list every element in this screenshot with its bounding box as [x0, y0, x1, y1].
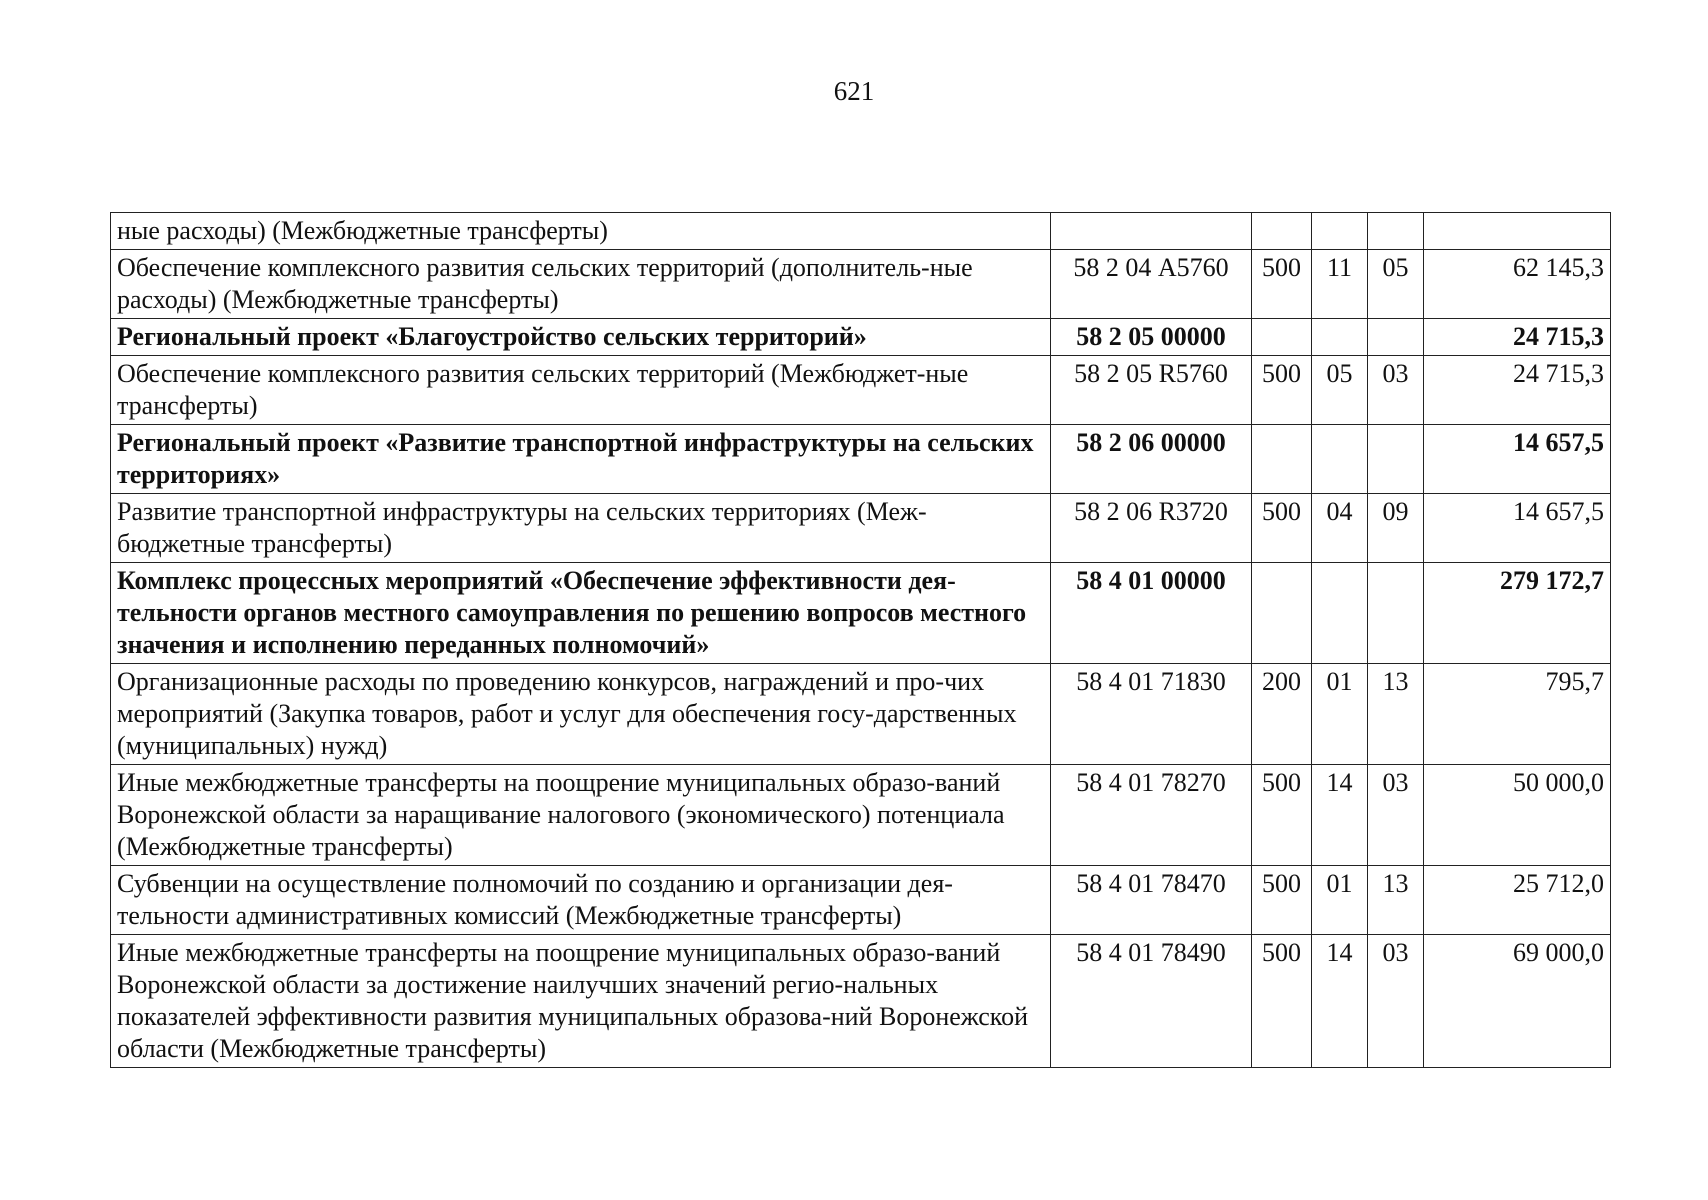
row-description: Комплекс процессных мероприятий «Обеспечение эффективности дея-тельности органов местного самоуправления по решению вопросов местного значения и исполнению переданных полномочий»	[111, 563, 1051, 664]
row-expense-type	[1252, 319, 1312, 356]
table-row	[111, 765, 1611, 866]
row-section: 11	[1312, 250, 1368, 319]
row-amount: 25 712,0	[1424, 866, 1611, 935]
row-expense-type	[1252, 425, 1312, 494]
row-amount: 24 715,3	[1424, 356, 1611, 425]
row-description: Региональный проект «Благоустройство сельских территорий»	[111, 319, 1051, 356]
row-amount: 24 715,3	[1424, 319, 1611, 356]
row-subsection: 03	[1368, 356, 1424, 425]
row-expense-type: 500	[1252, 765, 1312, 866]
row-section	[1312, 563, 1368, 664]
row-target-code: 58 2 04 А5760	[1051, 250, 1252, 319]
row-subsection: 13	[1368, 866, 1424, 935]
row-section: 01	[1312, 664, 1368, 765]
row-expense-type: 500	[1252, 250, 1312, 319]
table-row	[111, 425, 1611, 494]
row-subsection	[1368, 563, 1424, 664]
table-row	[111, 494, 1611, 563]
table-row	[111, 319, 1611, 356]
row-description: Региональный проект «Развитие транспортной инфраструктуры на сельских территориях»	[111, 425, 1051, 494]
row-section: 14	[1312, 935, 1368, 1068]
row-expense-type: 500	[1252, 935, 1312, 1068]
row-target-code: 58 2 06 00000	[1051, 425, 1252, 494]
row-amount: 50 000,0	[1424, 765, 1611, 866]
table-row	[111, 213, 1611, 250]
row-amount: 69 000,0	[1424, 935, 1611, 1068]
row-description: ные расходы) (Межбюджетные трансферты)	[111, 213, 1051, 250]
row-description: Развитие транспортной инфраструктуры на сельских территориях (Меж-бюджетные трансферты)	[111, 494, 1051, 563]
row-description: Обеспечение комплексного развития сельских территорий (дополнитель-ные расходы) (Межбюджетные трансферты)	[111, 250, 1051, 319]
row-subsection	[1368, 319, 1424, 356]
budget-table-wrapper	[110, 212, 1610, 1068]
row-subsection: 03	[1368, 935, 1424, 1068]
page-number: 621	[833, 76, 875, 106]
table-row	[111, 356, 1611, 425]
row-target-code: 58 4 01 78270	[1051, 765, 1252, 866]
row-target-code: 58 2 06 R3720	[1051, 494, 1252, 563]
row-description: Иные межбюджетные трансферты на поощрение муниципальных образо-ваний Воронежской области за достижение наилучших значений регио-нальных показателей эффективности развития муниципальных образова-ний Воронежской области (Межбюджетные трансферты)	[111, 935, 1051, 1068]
row-subsection	[1368, 213, 1424, 250]
row-expense-type	[1252, 213, 1312, 250]
row-section: 14	[1312, 765, 1368, 866]
table-row	[111, 250, 1611, 319]
row-section	[1312, 319, 1368, 356]
row-amount: 14 657,5	[1424, 494, 1611, 563]
row-section: 05	[1312, 356, 1368, 425]
row-target-code	[1051, 213, 1252, 250]
row-expense-type: 200	[1252, 664, 1312, 765]
budget-table	[110, 212, 1611, 1068]
row-subsection: 05	[1368, 250, 1424, 319]
table-row	[111, 563, 1611, 664]
row-description: Иные межбюджетные трансферты на поощрение муниципальных образо-ваний Воронежской области за наращивание налогового (экономического) потенциала (Межбюджетные трансферты)	[111, 765, 1051, 866]
row-target-code: 58 4 01 78470	[1051, 866, 1252, 935]
row-section: 04	[1312, 494, 1368, 563]
row-amount: 62 145,3	[1424, 250, 1611, 319]
table-row	[111, 664, 1611, 765]
row-subsection: 09	[1368, 494, 1424, 563]
row-description: Обеспечение комплексного развития сельских территорий (Межбюджет-ные трансферты)	[111, 356, 1051, 425]
row-section: 01	[1312, 866, 1368, 935]
row-description: Организационные расходы по проведению конкурсов, награждений и про-чих мероприятий (Закупка товаров, работ и услуг для обеспечения госу-дарственных (муниципальных) нужд)	[111, 664, 1051, 765]
row-target-code: 58 4 01 00000	[1051, 563, 1252, 664]
table-row	[111, 866, 1611, 935]
table-row	[111, 935, 1611, 1068]
row-amount: 14 657,5	[1424, 425, 1611, 494]
row-target-code: 58 4 01 71830	[1051, 664, 1252, 765]
row-expense-type: 500	[1252, 356, 1312, 425]
row-subsection: 13	[1368, 664, 1424, 765]
row-target-code: 58 2 05 00000	[1051, 319, 1252, 356]
row-subsection: 03	[1368, 765, 1424, 866]
row-subsection	[1368, 425, 1424, 494]
row-expense-type: 500	[1252, 494, 1312, 563]
row-section	[1312, 425, 1368, 494]
row-target-code: 58 2 05 R5760	[1051, 356, 1252, 425]
row-expense-type	[1252, 563, 1312, 664]
row-expense-type: 500	[1252, 866, 1312, 935]
row-description: Субвенции на осуществление полномочий по созданию и организации дея-тельности административных комиссий (Межбюджетные трансферты)	[111, 866, 1051, 935]
row-amount	[1424, 213, 1611, 250]
budget-table-body	[111, 213, 1611, 1068]
row-amount: 279 172,7	[1424, 563, 1611, 664]
row-amount: 795,7	[1424, 664, 1611, 765]
row-section	[1312, 213, 1368, 250]
row-target-code: 58 4 01 78490	[1051, 935, 1252, 1068]
